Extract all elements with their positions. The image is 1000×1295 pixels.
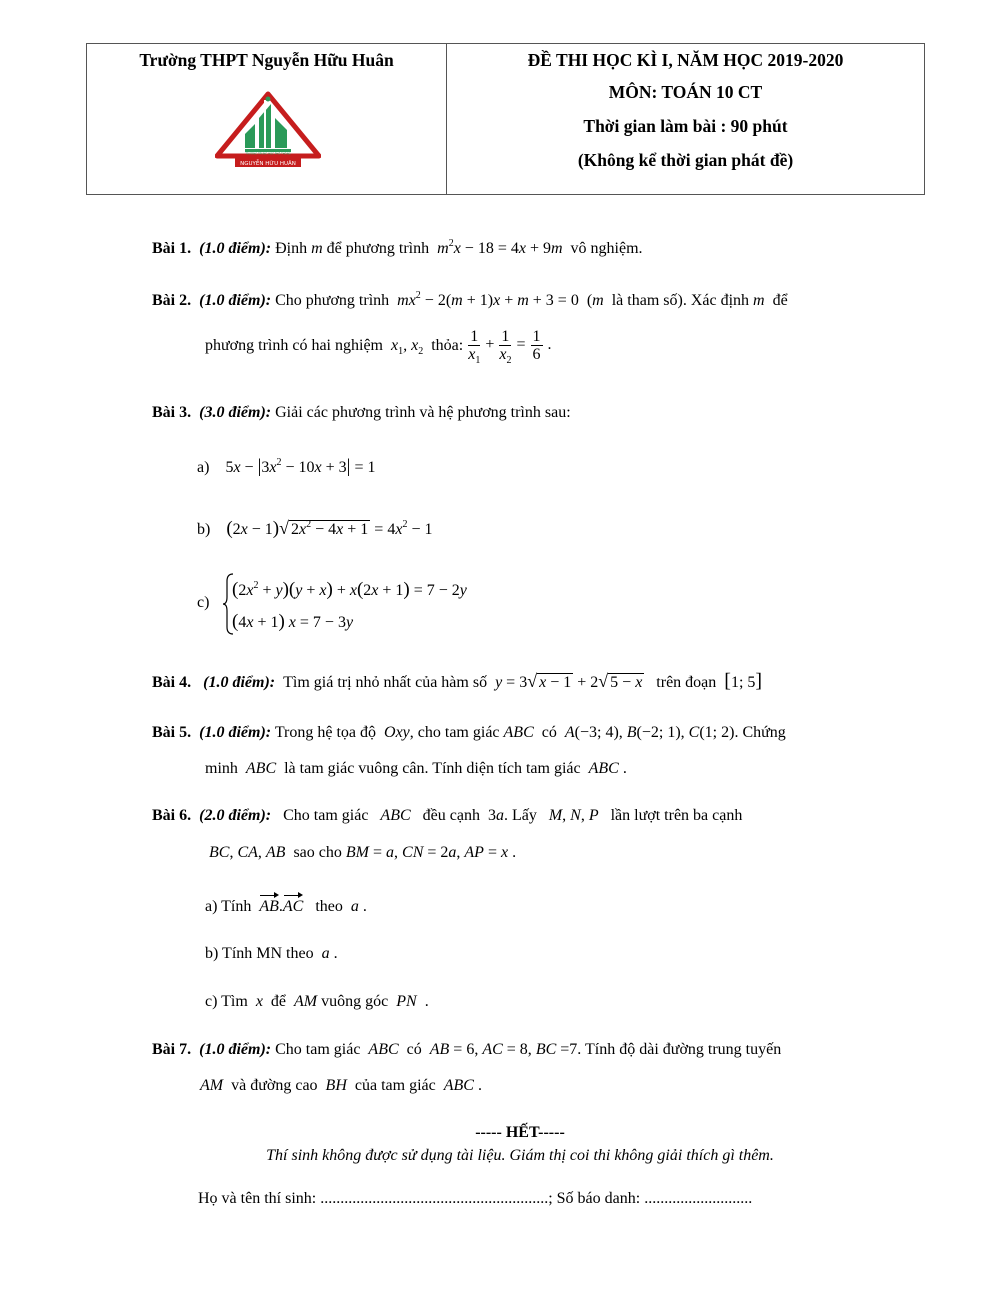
problem-1-text: Định: [275, 240, 308, 257]
problem-3c-eq2: (4x + 1) x = 7 − 3y: [232, 611, 354, 632]
problem-1-label: Bài 1.: [152, 240, 192, 257]
problem-4: Bài 4. (1.0 điểm): Tìm giá trị nhỏ nhất của hàm số y = 3√ x − 1 + 2√ 5 − x trên đoạn [1; 5]: [152, 670, 763, 692]
problem-3c-label: c): [197, 594, 210, 611]
problem-6: Bài 6. (2.0 điểm): Cho tam giác ABC đều cạnh 3a. Lấy M, N, P lần lượt trên ba cạnh: [152, 807, 743, 824]
problem-4-label: Bài 4.: [152, 674, 192, 691]
problem-3-text: Giải các phương trình và hệ phương trình sau:: [275, 404, 571, 421]
problem-5: Bài 5. (1.0 điểm): Trong hệ tọa độ Oxy, cho tam giác ABC có A(−3; 4), B(−2; 1), C(1; 2). Chứng: [152, 724, 786, 741]
problem-2-line-2: phương trình có hai nghiệm $x_1$, $x_2$ thỏa: $\frac{1}{x_1}$ + $\frac{1}{x_2}$ = $\frac{1}{6}$ .: [205, 328, 552, 366]
problem-7: Bài 7. (1.0 điểm): Cho tam giác ABC có AB = 6, AC = 8, BC =7. Tính độ dài đường trung tuyến: [152, 1041, 782, 1058]
problem-7-text: Cho tam giác: [275, 1041, 361, 1058]
candidate-info-line: Họ và tên thí sinh: .........................................................; Số báo danh: ...........................: [198, 1190, 753, 1207]
problem-5-text-3: có: [541, 724, 557, 741]
problem-6-points: (2.0 điểm):: [199, 807, 272, 824]
problem-7-line-2: AM và đường cao BH của tam giác ABC .: [200, 1077, 482, 1094]
problem-6c-text: để: [270, 993, 287, 1010]
problem-2-line2-text: phương trình có hai nghiệm: [205, 336, 383, 354]
logo-subcaption: TRƯỜNG TRUNG HỌC PHỔ THÔNG: [245, 152, 291, 156]
exam-header-table: [86, 43, 925, 195]
problem-3c-eq1: $(2x^2 + y)(y + x) + x(2x + 1) = 7 - 2y$: [232, 579, 467, 600]
exam-duration: Thời gian làm bài : 90 phút: [583, 116, 788, 136]
problem-1-equation: $m^2x - 18 = 4x + 9m$: [437, 238, 563, 257]
exam-note: (Không kể thời gian phát đề): [577, 150, 794, 170]
problem-2-text: Cho phương trình: [275, 292, 390, 309]
problem-7-text-3: . Tính độ dài đường trung tuyến: [577, 1041, 782, 1058]
problem-7-line2-text-2: của tam giác: [354, 1077, 436, 1094]
problem-3a-label: a): [197, 459, 210, 476]
problem-2-text-3: để: [772, 292, 788, 309]
problem-6-text-3: . Lấy: [503, 807, 537, 824]
problem-6-text-4: lần lượt trên ba cạnh: [610, 807, 743, 824]
problem-6-text-2: đều cạnh: [422, 807, 480, 824]
exam-title: ĐỀ THI HỌC KÌ I, NĂM HỌC 2019-2020: [527, 50, 844, 70]
problem-2-text-2: là tham số). Xác định: [611, 292, 750, 309]
problem-3a: a) $5x - |3x^2 - 10x + 3| = 1$: [197, 456, 376, 477]
problem-6a-label: a) Tính: [205, 898, 252, 915]
problem-6a: a) Tính AB.AC theo a .: [205, 898, 367, 915]
exam-subject: MÔN: TOÁN 10 CT: [608, 82, 763, 102]
problem-2-line2-text-2: thỏa:: [431, 336, 464, 354]
problem-6-text: Cho tam giác: [283, 807, 369, 824]
logo-caption: NGUYỄN HỮU HUÂN: [240, 161, 296, 167]
end-marker: ----- HẾT-----: [475, 1124, 565, 1141]
problem-6c: c) Tìm x để AM vuông góc PN .: [205, 993, 429, 1010]
problem-6c-text-2: vuông góc: [321, 993, 389, 1010]
problem-7-text-2: có: [406, 1041, 422, 1058]
problem-6b: b) Tính MN theo a .: [205, 945, 338, 962]
footer-note: Thí sinh không được sử dụng tài liệu. Giám thị coi thi không giải thích gì thêm.: [266, 1147, 774, 1164]
problem-5-line2-text: minh: [205, 760, 238, 777]
problem-5-text: Trong hệ tọa độ: [274, 724, 377, 741]
problem-5-label: Bài 5.: [152, 724, 192, 741]
problem-6-line2-text: sao cho: [293, 844, 342, 861]
problem-4-text: Tìm giá trị nhỏ nhất của hàm số: [283, 674, 488, 691]
problem-2-label: Bài 2.: [152, 292, 192, 309]
problem-1-text-3: vô nghiệm.: [570, 240, 643, 257]
problem-2-equation: $mx^2 - 2(m + 1)x + m + 3 = 0$: [397, 290, 583, 309]
problem-5-line2-text-2: là tam giác vuông cân. Tính diện tích tam giác: [284, 760, 581, 777]
problem-2: Bài 2. (1.0 điểm): Cho phương trình $mx^2 - 2(m + 1)x + m + 3 = 0$ (m là tham số). Xác định m để: [152, 290, 788, 309]
problem-7-label: Bài 7.: [152, 1041, 192, 1058]
problem-6c-label: c) Tìm: [205, 993, 248, 1010]
problem-7-points: (1.0 điểm):: [199, 1041, 272, 1058]
problem-7-line2-text: và đường cao: [231, 1077, 318, 1094]
problem-6-label: Bài 6.: [152, 807, 192, 824]
problem-4-points: (1.0 điểm):: [203, 674, 276, 691]
school-name: Trường THPT Nguyễn Hữu Huân: [139, 50, 394, 70]
problem-1-points: (1.0 điểm):: [199, 240, 272, 257]
problem-5-line-2: minh ABC là tam giác vuông cân. Tính diện tích tam giác ABC .: [205, 760, 627, 777]
problem-3: [152, 404, 571, 422]
problem-2-points: (1.0 điểm):: [199, 292, 272, 309]
problem-6b-label: b) Tính MN theo: [205, 945, 314, 962]
school-logo: [215, 90, 321, 170]
problem-4-text-2: trên đoạn: [656, 674, 717, 691]
problem-5-text-4: . Chứng: [734, 724, 786, 741]
problem-3-label: Bài 3.: [152, 404, 192, 421]
problem-5-points: (1.0 điểm):: [199, 724, 272, 741]
problem-3-points: (3.0 điểm):: [199, 404, 272, 421]
problem-3b: b) (2x − 1)√ $2x^2 - 4x + 1 = 4x^2 - 1$: [197, 518, 433, 539]
problem-3b-label: b): [197, 521, 211, 538]
problem-6a-text: theo: [315, 898, 343, 915]
problem-5-text-2: , cho tam giác: [409, 724, 500, 741]
problem-1: Bài 1. (1.0 điểm): Định m để phương trình $m^2x - 18 = 4x + 9m$ vô nghiệm.: [152, 238, 643, 257]
problem-6-line-2: BC, CA, AB sao cho BM = a, CN = 2a, AP = x .: [209, 844, 517, 861]
problem-2-condition: $\frac{1}{x_1}$ + $\frac{1}{x_2}$ = $\frac{1}{6}$ .: [468, 328, 552, 366]
problem-1-text-2: để phương trình: [326, 240, 430, 257]
